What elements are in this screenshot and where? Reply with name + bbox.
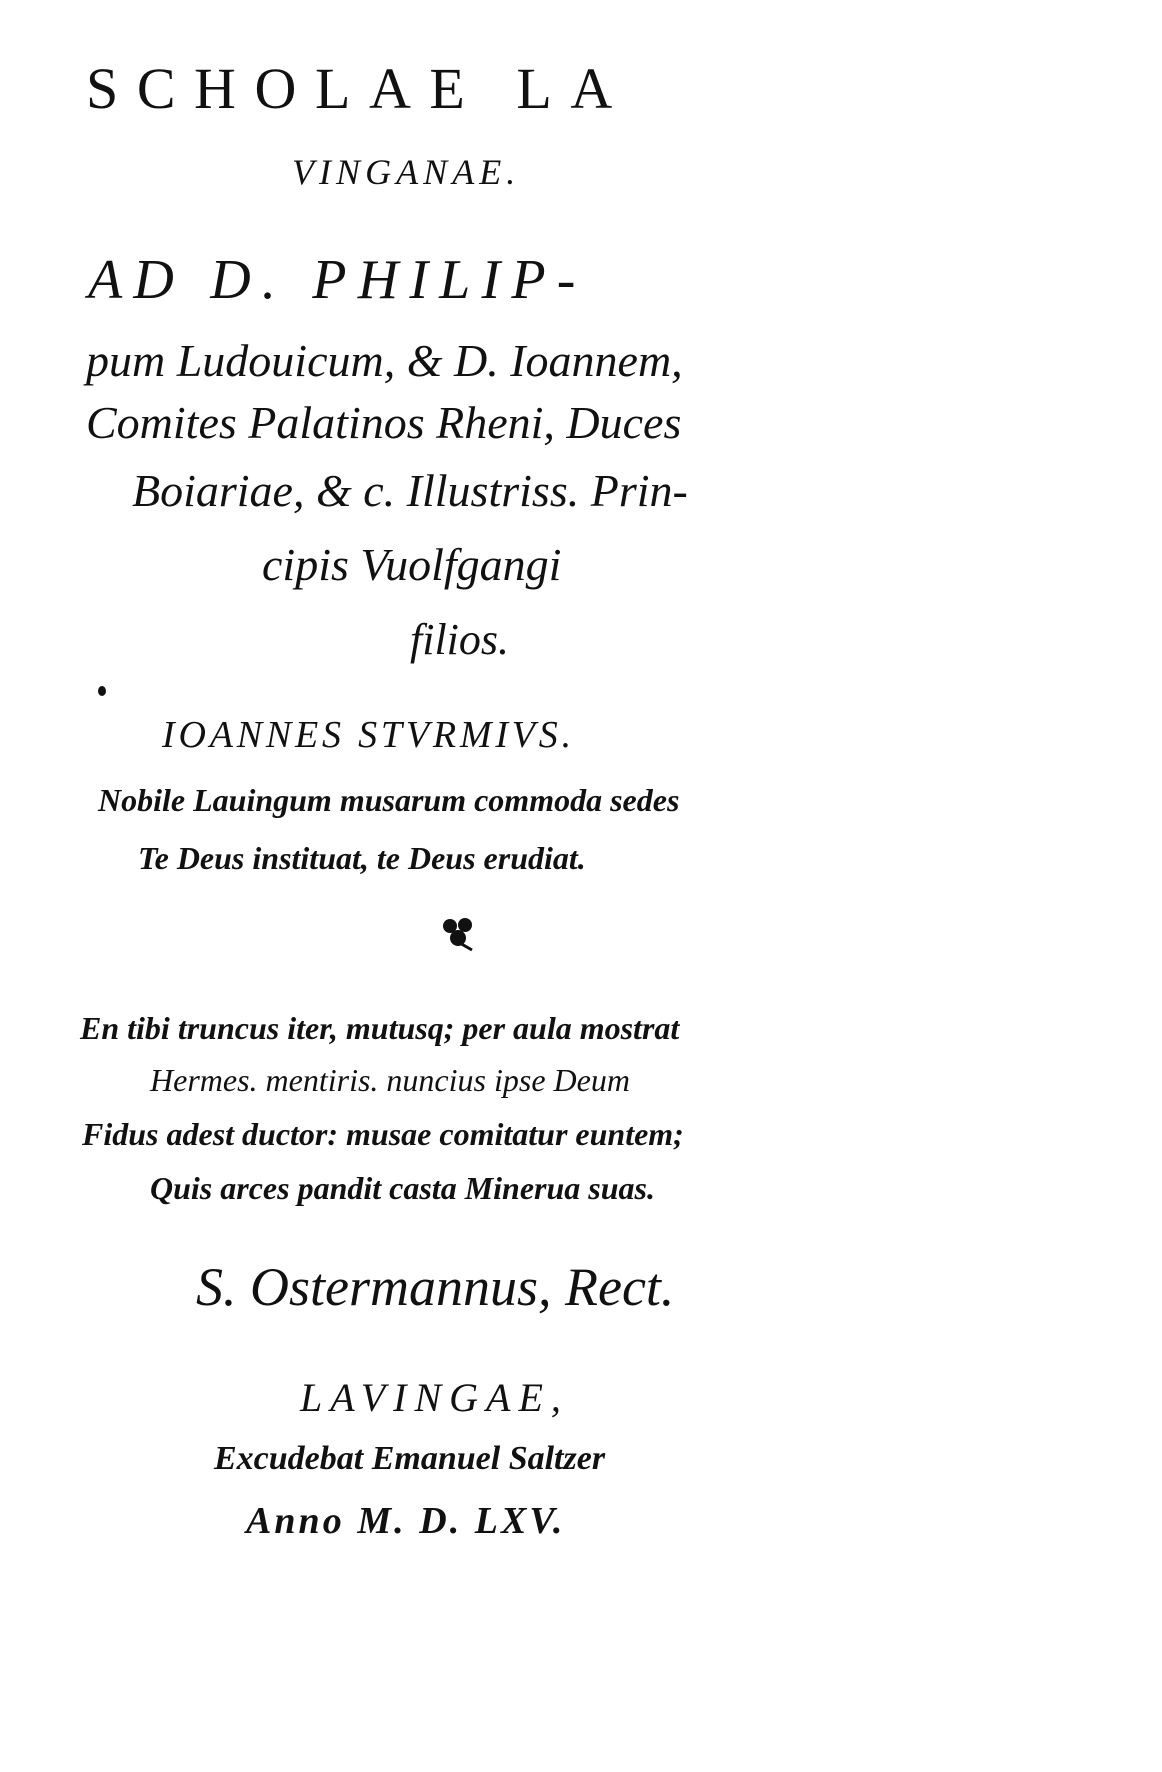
poem-line-1: En tibi truncus iter, mutusq; per aula mostrat bbox=[80, 1010, 680, 1046]
title-line-2: VINGANAE. bbox=[292, 152, 521, 192]
poem-line-2: Hermes. mentiris. nuncius ipse Deum bbox=[150, 1062, 630, 1098]
address-line-5: cipis Vuolfgangi bbox=[262, 539, 562, 590]
rector-signature: S. Ostermannus, Rect. bbox=[196, 1257, 675, 1317]
imprint-place: LAVINGAE, bbox=[300, 1375, 569, 1420]
title-line-1: SCHOLAE LA bbox=[86, 56, 631, 121]
address-line-3: Comites Palatinos Rheni, Duces bbox=[86, 397, 682, 448]
poem-line-3: Fidus adest ductor: musae comitatur euntem; bbox=[82, 1116, 684, 1152]
address-line-4: Boiariae, & c. Illustriss. Prin- bbox=[132, 465, 688, 516]
trefoil-fleuron-icon bbox=[438, 912, 478, 952]
address-heading: AD D. PHILIP- bbox=[88, 249, 587, 311]
poem-line-4: Quis arces pandit casta Minerua suas. bbox=[150, 1170, 655, 1206]
author-verse-2: Te Deus instituat, te Deus erudiat. bbox=[138, 840, 586, 876]
author-verse-1: Nobile Lauingum musarum commoda sedes bbox=[98, 782, 680, 818]
imprint-year: Anno M. D. LXV. bbox=[246, 1500, 566, 1542]
address-line-6: filios. bbox=[410, 615, 510, 664]
ink-speck bbox=[98, 686, 106, 696]
author-name: IOANNES STVRMIVS. bbox=[162, 714, 575, 756]
address-line-2: pum Ludouicum, & D. Ioannem, bbox=[86, 335, 683, 386]
imprint-printer: Excudebat Emanuel Saltzer bbox=[214, 1440, 606, 1477]
